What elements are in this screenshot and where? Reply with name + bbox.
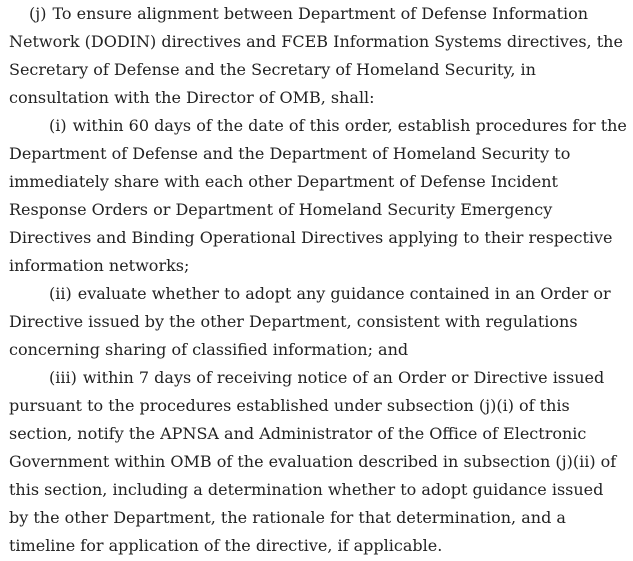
section-j-text: To ensure alignment between Department of Defense Information Network (DODIN) directives and FCEB Information Systems directives, the Secretary of Defense and the Secretary of Homeland Security, in consultation with the Director of OMB, shall:: [9, 4, 623, 107]
item-i-paragraph: [9, 112, 627, 280]
item-iii-text: within 7 days of receiving notice of an Order or Directive issued pursuant to the procedures established under subsection (j)(i) of this section, notify the APNSA and Administrator of the Office of Electronic Government within OMB of the evaluation described in subsection (j)(ii) of this section, including a determination whether to adopt guidance issued by the other Department, the rationale for that determination, and a timeline for application of the directive, if applicable.: [9, 368, 617, 555]
item-iii-paragraph: [9, 364, 627, 560]
section-j-paragraph: [9, 0, 627, 112]
item-i-marker: (i): [49, 116, 67, 135]
item-iii-marker: (iii): [49, 368, 77, 387]
item-ii-text: evaluate whether to adopt any guidance contained in an Order or Directive issued by the other Department, consistent with regulations concerning sharing of classified information; and: [9, 284, 611, 359]
item-ii-paragraph: [9, 280, 627, 364]
item-ii-marker: (ii): [49, 284, 72, 303]
section-j-marker: (j): [29, 4, 47, 23]
item-i-text: within 60 days of the date of this order, establish procedures for the Department of Defense and the Department of Homeland Security to immediately share with each other Department of Defense Incident Response Orders or Department of Homeland Security Emergency Directives and Binding Operational Directives applying to their respective information networks;: [9, 116, 627, 275]
